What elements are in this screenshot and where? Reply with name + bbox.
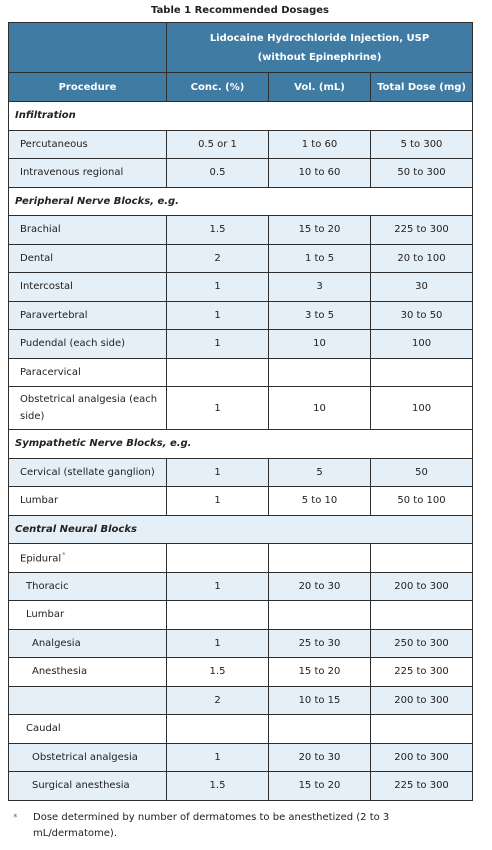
table-footnote: [13, 810, 483, 842]
conc-cell: [167, 358, 269, 387]
header-empty-cell: [9, 23, 167, 73]
dosage-table: [8, 22, 473, 801]
vol-cell: 10 to 15: [269, 686, 371, 715]
procedure-cell: Thoracic: [9, 572, 167, 601]
header-procedure: Procedure: [9, 73, 167, 102]
vol-cell: 5 to 10: [269, 487, 371, 516]
group-label: Sympathetic Nerve Blocks, e.g.: [9, 430, 473, 459]
table-row: [9, 658, 473, 687]
conc-cell: 1: [167, 330, 269, 359]
procedure-cell: Intravenous regional: [9, 159, 167, 188]
total-dose-cell: 50 to 300: [371, 159, 473, 188]
procedure-cell: Anesthesia: [9, 658, 167, 687]
conc-cell: 1: [167, 301, 269, 330]
procedure-cell: [9, 686, 167, 715]
procedure-cell: Dental: [9, 244, 167, 273]
vol-cell: 10: [269, 330, 371, 359]
vol-cell: 15 to 20: [269, 772, 371, 801]
total-dose-cell: [371, 601, 473, 630]
procedure-cell: [9, 544, 167, 573]
vol-cell: 3 to 5: [269, 301, 371, 330]
group-label: Central Neural Blocks: [9, 515, 473, 544]
conc-cell: [167, 601, 269, 630]
conc-cell: 1.5: [167, 216, 269, 245]
table-row: [9, 301, 473, 330]
total-dose-cell: 50 to 100: [371, 487, 473, 516]
table-row: [9, 130, 473, 159]
total-dose-cell: 20 to 100: [371, 244, 473, 273]
table-row: [9, 244, 473, 273]
table-row: [9, 330, 473, 359]
conc-cell: 1: [167, 572, 269, 601]
vol-cell: 25 to 30: [269, 629, 371, 658]
header-group-line2: (without Epinephrine): [257, 51, 382, 63]
conc-cell: [167, 544, 269, 573]
table-row: [9, 629, 473, 658]
procedure-cell: Intercostal: [9, 273, 167, 302]
vol-cell: 3: [269, 273, 371, 302]
procedure-cell: Paravertebral: [9, 301, 167, 330]
vol-cell: 15 to 20: [269, 658, 371, 687]
total-dose-cell: 200 to 300: [371, 686, 473, 715]
procedure-cell: Paracervical: [9, 358, 167, 387]
total-dose-cell: 200 to 300: [371, 743, 473, 772]
total-dose-cell: 30: [371, 273, 473, 302]
total-dose-cell: [371, 544, 473, 573]
table-row: [9, 487, 473, 516]
table-row: [9, 387, 473, 430]
vol-cell: 10 to 60: [269, 159, 371, 188]
conc-cell: 1.5: [167, 772, 269, 801]
vol-cell: [269, 544, 371, 573]
total-dose-cell: 50: [371, 458, 473, 487]
header-group-line1: Lidocaine Hydrochloride Injection, USP: [209, 32, 430, 44]
conc-cell: 2: [167, 686, 269, 715]
footnote-text: Dose determined by number of dermatomes to be anesthetized (2 to 3 mL/dermatome).: [33, 812, 390, 839]
conc-cell: 1: [167, 458, 269, 487]
table-caption: Table 1 Recommended Dosages: [151, 5, 329, 16]
procedure-cell: Analgesia: [9, 629, 167, 658]
total-dose-cell: 30 to 50: [371, 301, 473, 330]
total-dose-cell: 225 to 300: [371, 772, 473, 801]
header-group-cell: [167, 23, 473, 73]
conc-cell: 1.5: [167, 658, 269, 687]
procedure-cell: Obstetrical analgesia (each side): [9, 387, 167, 430]
procedure-cell: Percutaneous: [9, 130, 167, 159]
conc-cell: 1: [167, 487, 269, 516]
vol-cell: 10: [269, 387, 371, 430]
group-label: Peripheral Nerve Blocks, e.g.: [9, 187, 473, 216]
conc-cell: 2: [167, 244, 269, 273]
procedure-cell: Cervical (stellate ganglion): [9, 458, 167, 487]
header-vol: Vol. (mL): [269, 73, 371, 102]
table-row: [9, 601, 473, 630]
procedure-cell: Caudal: [9, 715, 167, 744]
table-row: [9, 544, 473, 573]
table-row: [9, 458, 473, 487]
total-dose-cell: 100: [371, 330, 473, 359]
conc-cell: 0.5 or 1: [167, 130, 269, 159]
conc-cell: 1: [167, 743, 269, 772]
total-dose-cell: 100: [371, 387, 473, 430]
footnote-mark-link[interactable]: *: [13, 813, 18, 823]
footnote-reference-mark[interactable]: *: [62, 551, 66, 560]
header-total-dose: Total Dose (mg): [371, 73, 473, 102]
vol-cell: 1 to 60: [269, 130, 371, 159]
table-group-row: [9, 430, 473, 459]
table-row: [9, 743, 473, 772]
procedure-cell: Obstetrical analgesia: [9, 743, 167, 772]
table-group-row: [9, 187, 473, 216]
procedure-cell: Lumbar: [9, 487, 167, 516]
procedure-label: Epidural: [20, 553, 62, 565]
header-conc: Conc. (%): [167, 73, 269, 102]
table-group-row: [9, 515, 473, 544]
procedure-cell: Lumbar: [9, 601, 167, 630]
table-row: [9, 715, 473, 744]
vol-cell: [269, 715, 371, 744]
procedure-cell: Brachial: [9, 216, 167, 245]
total-dose-cell: [371, 715, 473, 744]
table-row: [9, 159, 473, 188]
vol-cell: [269, 358, 371, 387]
vol-cell: 20 to 30: [269, 572, 371, 601]
vol-cell: 1 to 5: [269, 244, 371, 273]
conc-cell: 0.5: [167, 159, 269, 188]
total-dose-cell: 225 to 300: [371, 216, 473, 245]
table-row: [9, 686, 473, 715]
total-dose-cell: 250 to 300: [371, 629, 473, 658]
vol-cell: 20 to 30: [269, 743, 371, 772]
table-group-row: [9, 102, 473, 131]
total-dose-cell: 225 to 300: [371, 658, 473, 687]
procedure-cell: Pudendal (each side): [9, 330, 167, 359]
table-row: [9, 273, 473, 302]
conc-cell: 1: [167, 273, 269, 302]
conc-cell: 1: [167, 629, 269, 658]
table-row: [9, 216, 473, 245]
total-dose-cell: [371, 358, 473, 387]
table-row: [9, 358, 473, 387]
vol-cell: 15 to 20: [269, 216, 371, 245]
conc-cell: [167, 715, 269, 744]
table-row: [9, 772, 473, 801]
table-row: [9, 572, 473, 601]
total-dose-cell: 5 to 300: [371, 130, 473, 159]
vol-cell: [269, 601, 371, 630]
conc-cell: 1: [167, 387, 269, 430]
procedure-cell: Surgical anesthesia: [9, 772, 167, 801]
vol-cell: 5: [269, 458, 371, 487]
group-label: Infiltration: [9, 102, 473, 131]
total-dose-cell: 200 to 300: [371, 572, 473, 601]
